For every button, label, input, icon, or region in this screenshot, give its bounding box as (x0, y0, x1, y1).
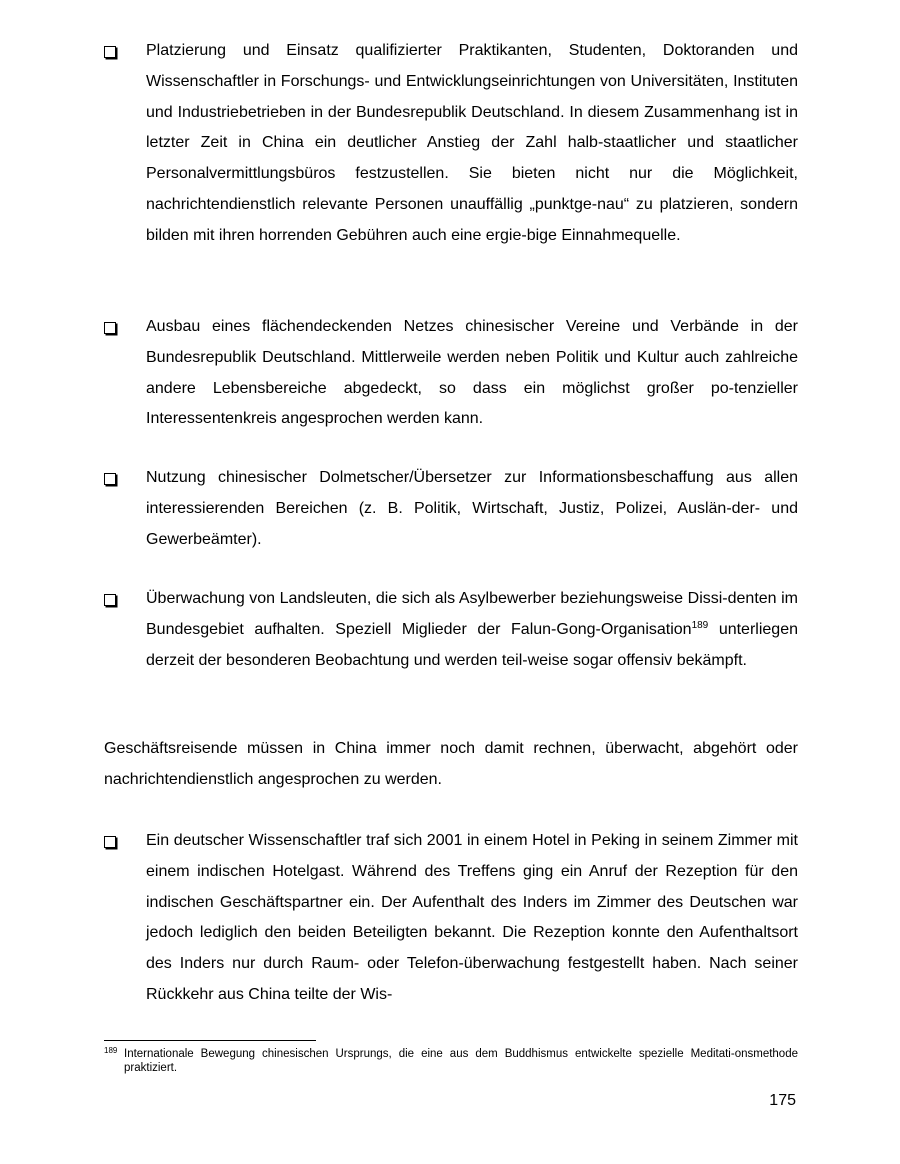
checkbox-square-icon (104, 594, 116, 606)
bullet-text: Ausbau eines flächendeckenden Netzes chinesischer Vereine und Verbände in der Bundesrepublik Deutschland. Mittlerweile werden neben Politik und Kultur auch zahlreiche andere Lebensbereiche abgedeckt, so dass ein möglichst großer po-tenzieller Interessentenkreis angesprochen werden kann. (146, 318, 798, 428)
footnote-text: Internationale Bewegung chinesischen Ursprungs, die eine aus dem Buddhismus entwickelte spezielle Meditati-onsmethode praktiziert. (124, 1048, 798, 1074)
checkbox-square-icon (104, 836, 116, 848)
bullet-text: Platzierung und Einsatz qualifizierter Praktikanten, Studenten, Doktoranden und Wissenschaftler in Forschungs- und Entwicklungseinrichtungen von Universitäten, Instituten und Industriebetrieben in der Bundesrepublik Deutschland. In diesem Zusammenhang ist in letzter Zeit in China ein deutlicher Anstieg der Zahl halb-staatlicher und staatlicher Personalvermittlungsbüros festzustellen. Sie bieten nicht nur die Möglichkeit, nachrichtendienstlich relevante Personen unauffällig „punktge-nau“ zu platzieren, sondern bilden mit ihren horrenden Gebühren auch eine ergie-bige Einnahmequelle. (146, 42, 798, 244)
checkbox-square-icon (104, 473, 116, 485)
footnote-separator (104, 1040, 316, 1041)
bullet-text (146, 584, 798, 676)
bullet-text-part: Überwachung von Landsleuten, die sich als Asylbewerber beziehungsweise Dissi-denten im Bundesgebiet aufhalten. Speziell Miglieder der Falun-Gong-Organisation (146, 590, 798, 638)
footnote-number: 189 (104, 1046, 118, 1055)
bullet-text: Ein deutscher Wissenschaftler traf sich 2001 in einem Hotel in Peking in seinem Zimmer mit einem indischen Hotelgast. Während des Treffens ging ein Anruf der Rezeption für den indischen Geschäftspartner ein. Der Aufenthalt des Inders im Zimmer des Deutschen war jedoch lediglich den beiden Beteiligten bekannt. Die Rezeption konnte den Aufenthaltsort des Inders nur durch Raum- oder Telefon-überwachung festgestellt haben. Nach seiner Rückkehr aus China teilte der Wis- (146, 832, 798, 1003)
footnote-reference[interactable]: 189 (691, 619, 709, 631)
body-paragraph: Geschäftsreisende müssen in China immer noch damit rechnen, überwacht, abgehört oder nachrichtendienstlich angesprochen zu werden. (104, 740, 798, 788)
bullet-text-part: unterliegen derzeit der besonderen Beobachtung und werden teil-weise sogar offensiv bekämpft. (146, 620, 798, 669)
checkbox-square-icon (104, 46, 116, 58)
checkbox-square-icon (104, 322, 116, 334)
footnote (104, 1047, 798, 1075)
page-number: 175 (769, 1092, 796, 1109)
bullet-text: Nutzung chinesischer Dolmetscher/Übersetzer zur Informationsbeschaffung aus allen interessierenden Bereichen (z. B. Politik, Wirtschaft, Justiz, Polizei, Auslän-der- und Gewerbeämter). (146, 469, 798, 548)
